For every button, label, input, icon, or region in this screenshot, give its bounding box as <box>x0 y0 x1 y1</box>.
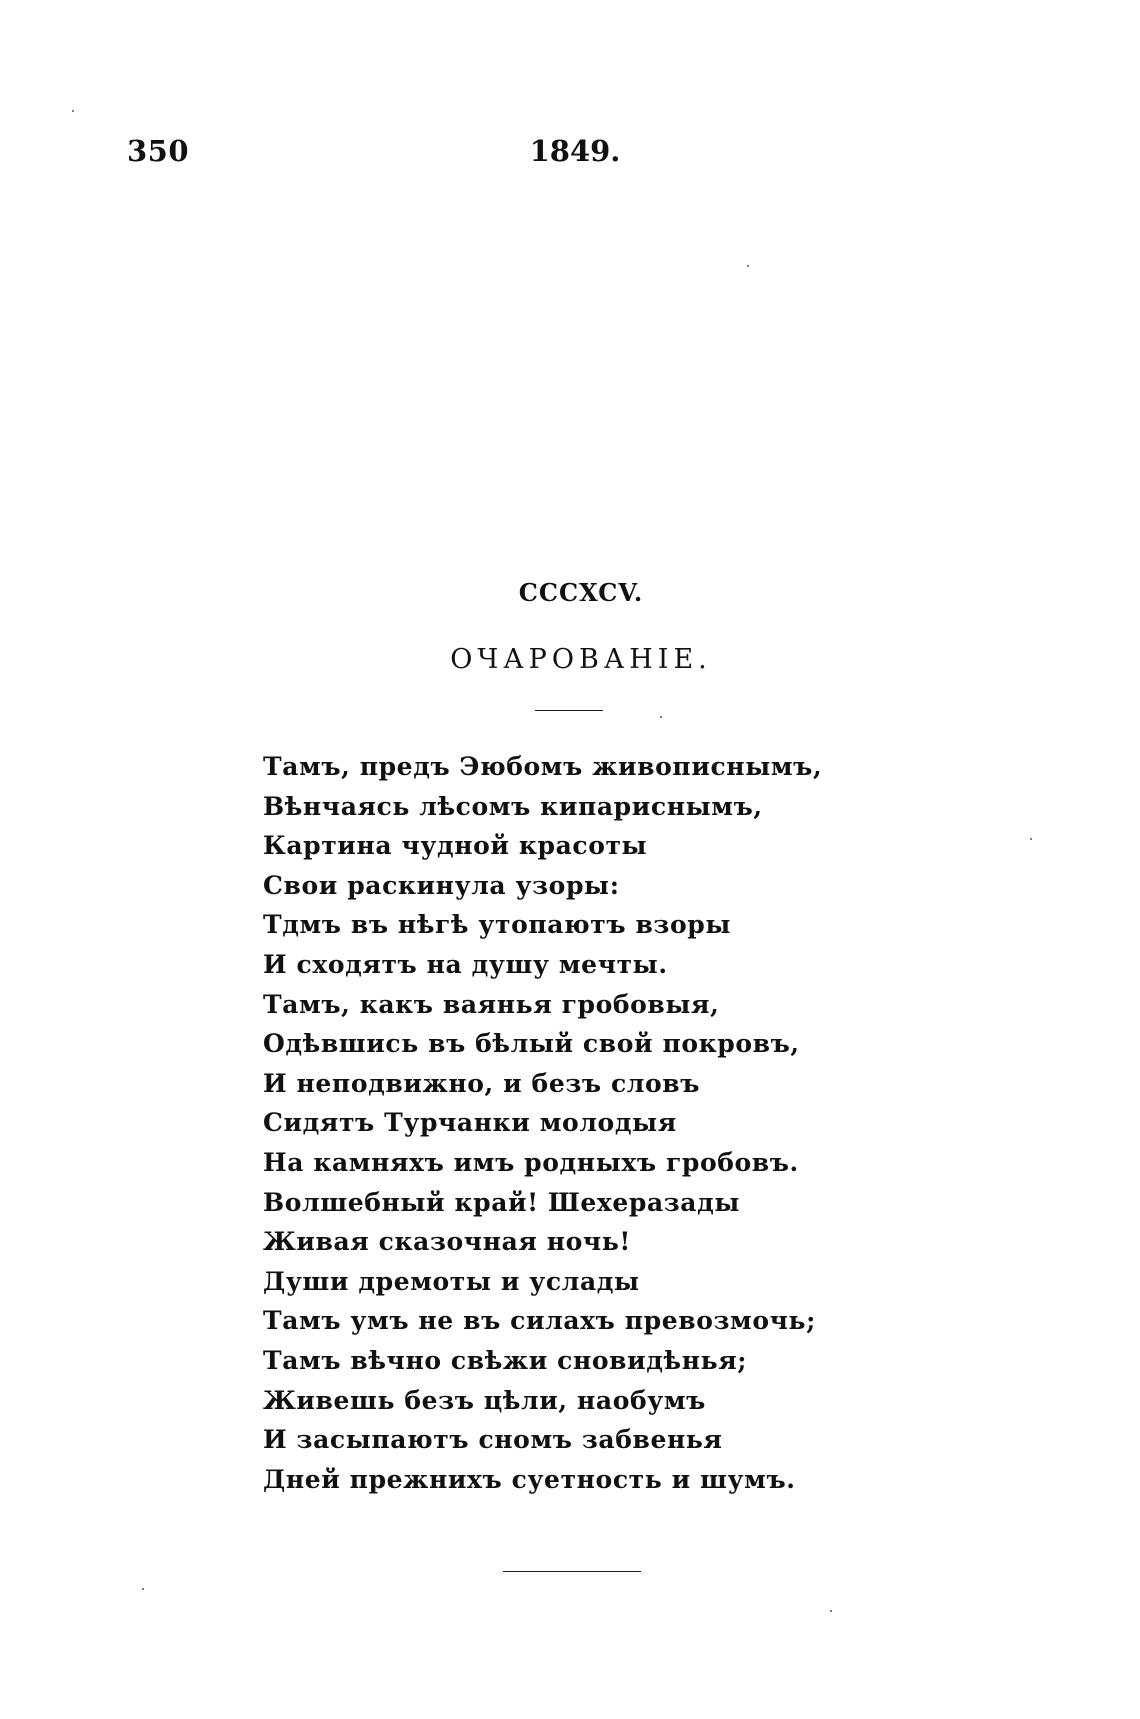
poem-line: Волшебный край! Шехеразады <box>263 1187 741 1217</box>
paper-speck <box>830 1610 832 1612</box>
end-rule <box>503 1571 641 1572</box>
paper-speck <box>747 265 749 267</box>
poem-number: CCCXCV. <box>518 578 644 607</box>
paper-speck <box>660 716 662 718</box>
poem-line: И засыпаютъ сномъ забвенья <box>263 1425 723 1455</box>
poem-line: И сходятъ на душу мечты. <box>263 949 668 979</box>
paper-speck <box>72 110 74 112</box>
poem-line: Живая сказочная ночь! <box>263 1227 631 1257</box>
title-rule <box>535 710 603 711</box>
paper-speck <box>142 1588 144 1590</box>
poem-line: Картина чудной красоты <box>263 831 648 861</box>
poem-line: Тамъ умъ не въ силахъ превозмочь; <box>263 1306 816 1336</box>
page-number: 350 <box>127 134 190 168</box>
poem-line: Тамъ, предъ Эюбомъ живописнымъ, <box>263 752 823 781</box>
poem-line: Одѣвшись въ бѣлый свой покровъ, <box>263 1029 800 1059</box>
poem-line: На камняхъ имъ родныхъ гробовъ. <box>263 1147 799 1177</box>
poem-title: ОЧАРОВАНIЕ. <box>450 644 712 675</box>
poem-line: Тдмъ въ нѣгѣ утопаютъ взоры <box>263 910 732 940</box>
poem-line: Души дремоты и услады <box>263 1266 640 1296</box>
poem-line: И неподвижно, и безъ словъ <box>263 1068 701 1098</box>
poem-line: Тамъ, какъ ваянья гробовыя, <box>263 989 720 1019</box>
poem-text <box>263 747 822 1499</box>
poem-line: Сидятъ Турчанки молодыя <box>263 1108 677 1138</box>
running-head-year: 1849. <box>529 134 621 168</box>
paper-speck <box>1030 838 1032 840</box>
poem-line: Тамъ вѣчно свѣжи сновидѣнья; <box>263 1345 748 1375</box>
poem-line: Вѣнчаясь лѣсомъ кипариснымъ, <box>263 791 763 821</box>
poem-line: Живешь безъ цѣли, наобумъ <box>263 1385 706 1415</box>
poem-line: Дней прежнихъ суетность и шумъ. <box>263 1464 796 1494</box>
poem-line: Свои раскинула узоры: <box>263 870 620 900</box>
